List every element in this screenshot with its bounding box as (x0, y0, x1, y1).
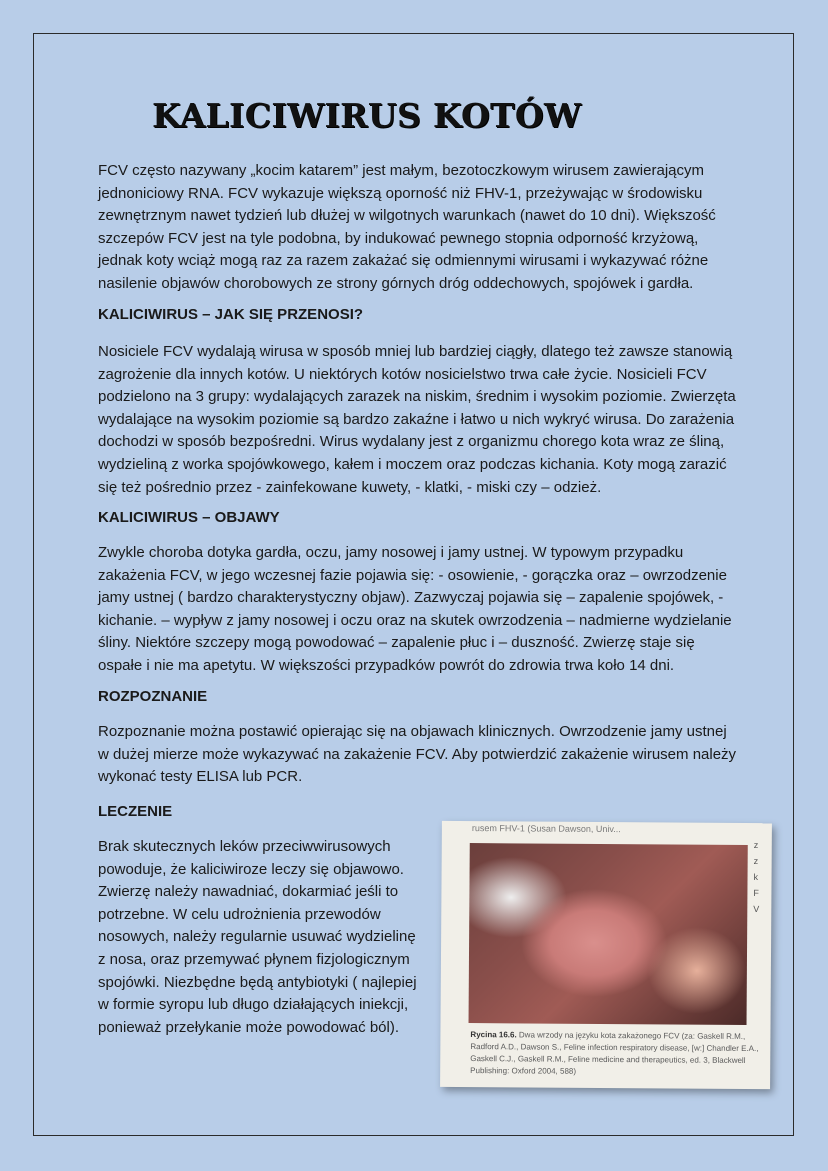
figure-caption (470, 1029, 762, 1079)
figure-caption-label: Rycina 16.6. (470, 1030, 517, 1040)
page-title: KALICIWIRUS KOTÓW (152, 96, 582, 135)
figure-top-text: rusem FHV-1 (Susan Dawson, Univ... (471, 823, 621, 835)
treatment-heading: LECZENIE (98, 803, 173, 820)
transmission-heading: KALICIWIRUS – JAK SIĘ PRZENOSI? (98, 306, 364, 323)
diagnosis-heading: ROZPOZNANIE (98, 688, 208, 705)
diagnosis-paragraph: Rozpoznanie można postawić opierając się na objawach klinicznych. Owrzodzenie jamy ustnej w dużej mierze może wykazywać na zakażenie FCV. Aby potwierdzić zakażenie wirusem należy wykonać testy ELISA lub PCR. (98, 723, 737, 786)
transmission-paragraph: Nosiciele FCV wydalają wirusa w sposób mniej lub bardziej ciągły, dlatego też zawsze stanowią zagrożenie dla innych kotów. U niektórych kotów nosicielstwo trwa całe życie. Nosicieli FCV podzielono na 3 grupy: wydalających zarazek na niskim, średnim i wysokim poziomie. Zwierzęta wydalające na wysokim poziomie są bardzo zakaźne i łatwo u nich wykryć wirusa. Do zarażenia dochodzi w sposób bezpośredni. Wirus wydalany jest z organizmu chorego kota wraz ze śliną, wydzieliną z worka spojówkowego, kałem i moczem oraz podczas kichania. Koty mogą zarazić się też pośrednio przez - zainfekowane kuwety, - klatki, - miski czy – odzież. (98, 343, 736, 496)
treatment-paragraph: Brak skutecznych leków przeciwwirusowych powoduje, że kaliciwiroze leczy się objawowo. Zwierzę należy nawadniać, dokarmiać jeśli to potrzebne. W celu udrożnienia przewodów nosowych, należy regularnie usuwać wydzielinę z nosa, oraz przemywać płynem fizjologicznym spojówki. Niezbędne będą antybiotyki ( najlepiej w formie syropu lub długo działających iniekcji, ponieważ przełykanie może powodować ból). (98, 838, 417, 1036)
cat-tongue-image (469, 843, 748, 1025)
intro-paragraph: FCV często nazywany „kocim katarem” jest małym, bezotoczkowym wirusem zawierającym jednoniciowy RNA. FCV wykazuje większą oporność niż FHV-1, przeżywając w środowisku zewnętrznym nawet tydzień lub dłużej w wilgotnych warunkach (nawet do 10 dni). Większość szczepów FCV jest na tyle podobna, by indukować pewnego stopnia odporność krzyżową, jednak koty wciąż mogą raz za razem zakażać się odmiennymi wirusami i wykazywać różne nasilenie objawów chorobowych ze strony górnych dróg oddechowych, spojówek i gardła. (98, 162, 716, 292)
figure-side-text: z z k F V (753, 840, 760, 915)
figure-cat-tongue-photo (440, 821, 772, 1089)
symptoms-paragraph: Zwykle choroba dotyka gardła, oczu, jamy nosowej i jamy ustnej. W typowym przypadku zakażenia FCV, w jego wczesnej fazie pojawia się: - osowienie, - gorączka oraz – owrzodzenie jamy ustnej ( bardzo charakterystyczny objaw). Zazwyczaj pojawia się – zapalenie spojówek, - kichanie. – wypływ z jamy nosowej i oczu oraz na skutek owrzodzenia – nadmierne wydzielanie śliny. Niektóre szczepy mogą powodować – zapalenie płuc i – duszność. Zwierzę staje się ospałe i nie ma apetytu. W większości przypadków powrót do zdrowia trwa koło 14 dni. (98, 544, 732, 674)
symptoms-heading: KALICIWIRUS – OBJAWY (98, 509, 280, 526)
figure-caption-text: Dwa wrzody na języku kota zakażonego FCV (za: Gaskell R.M., Radford A.D., Dawson S., Feline infection respiratory disease, [w:] Chandler E.A., Gaskell C.J., Gaskell R.M., Feline medicine and therapeutics, ed. 3, Blackwell Publishing: Oxford 2004, 588) (470, 1030, 759, 1076)
